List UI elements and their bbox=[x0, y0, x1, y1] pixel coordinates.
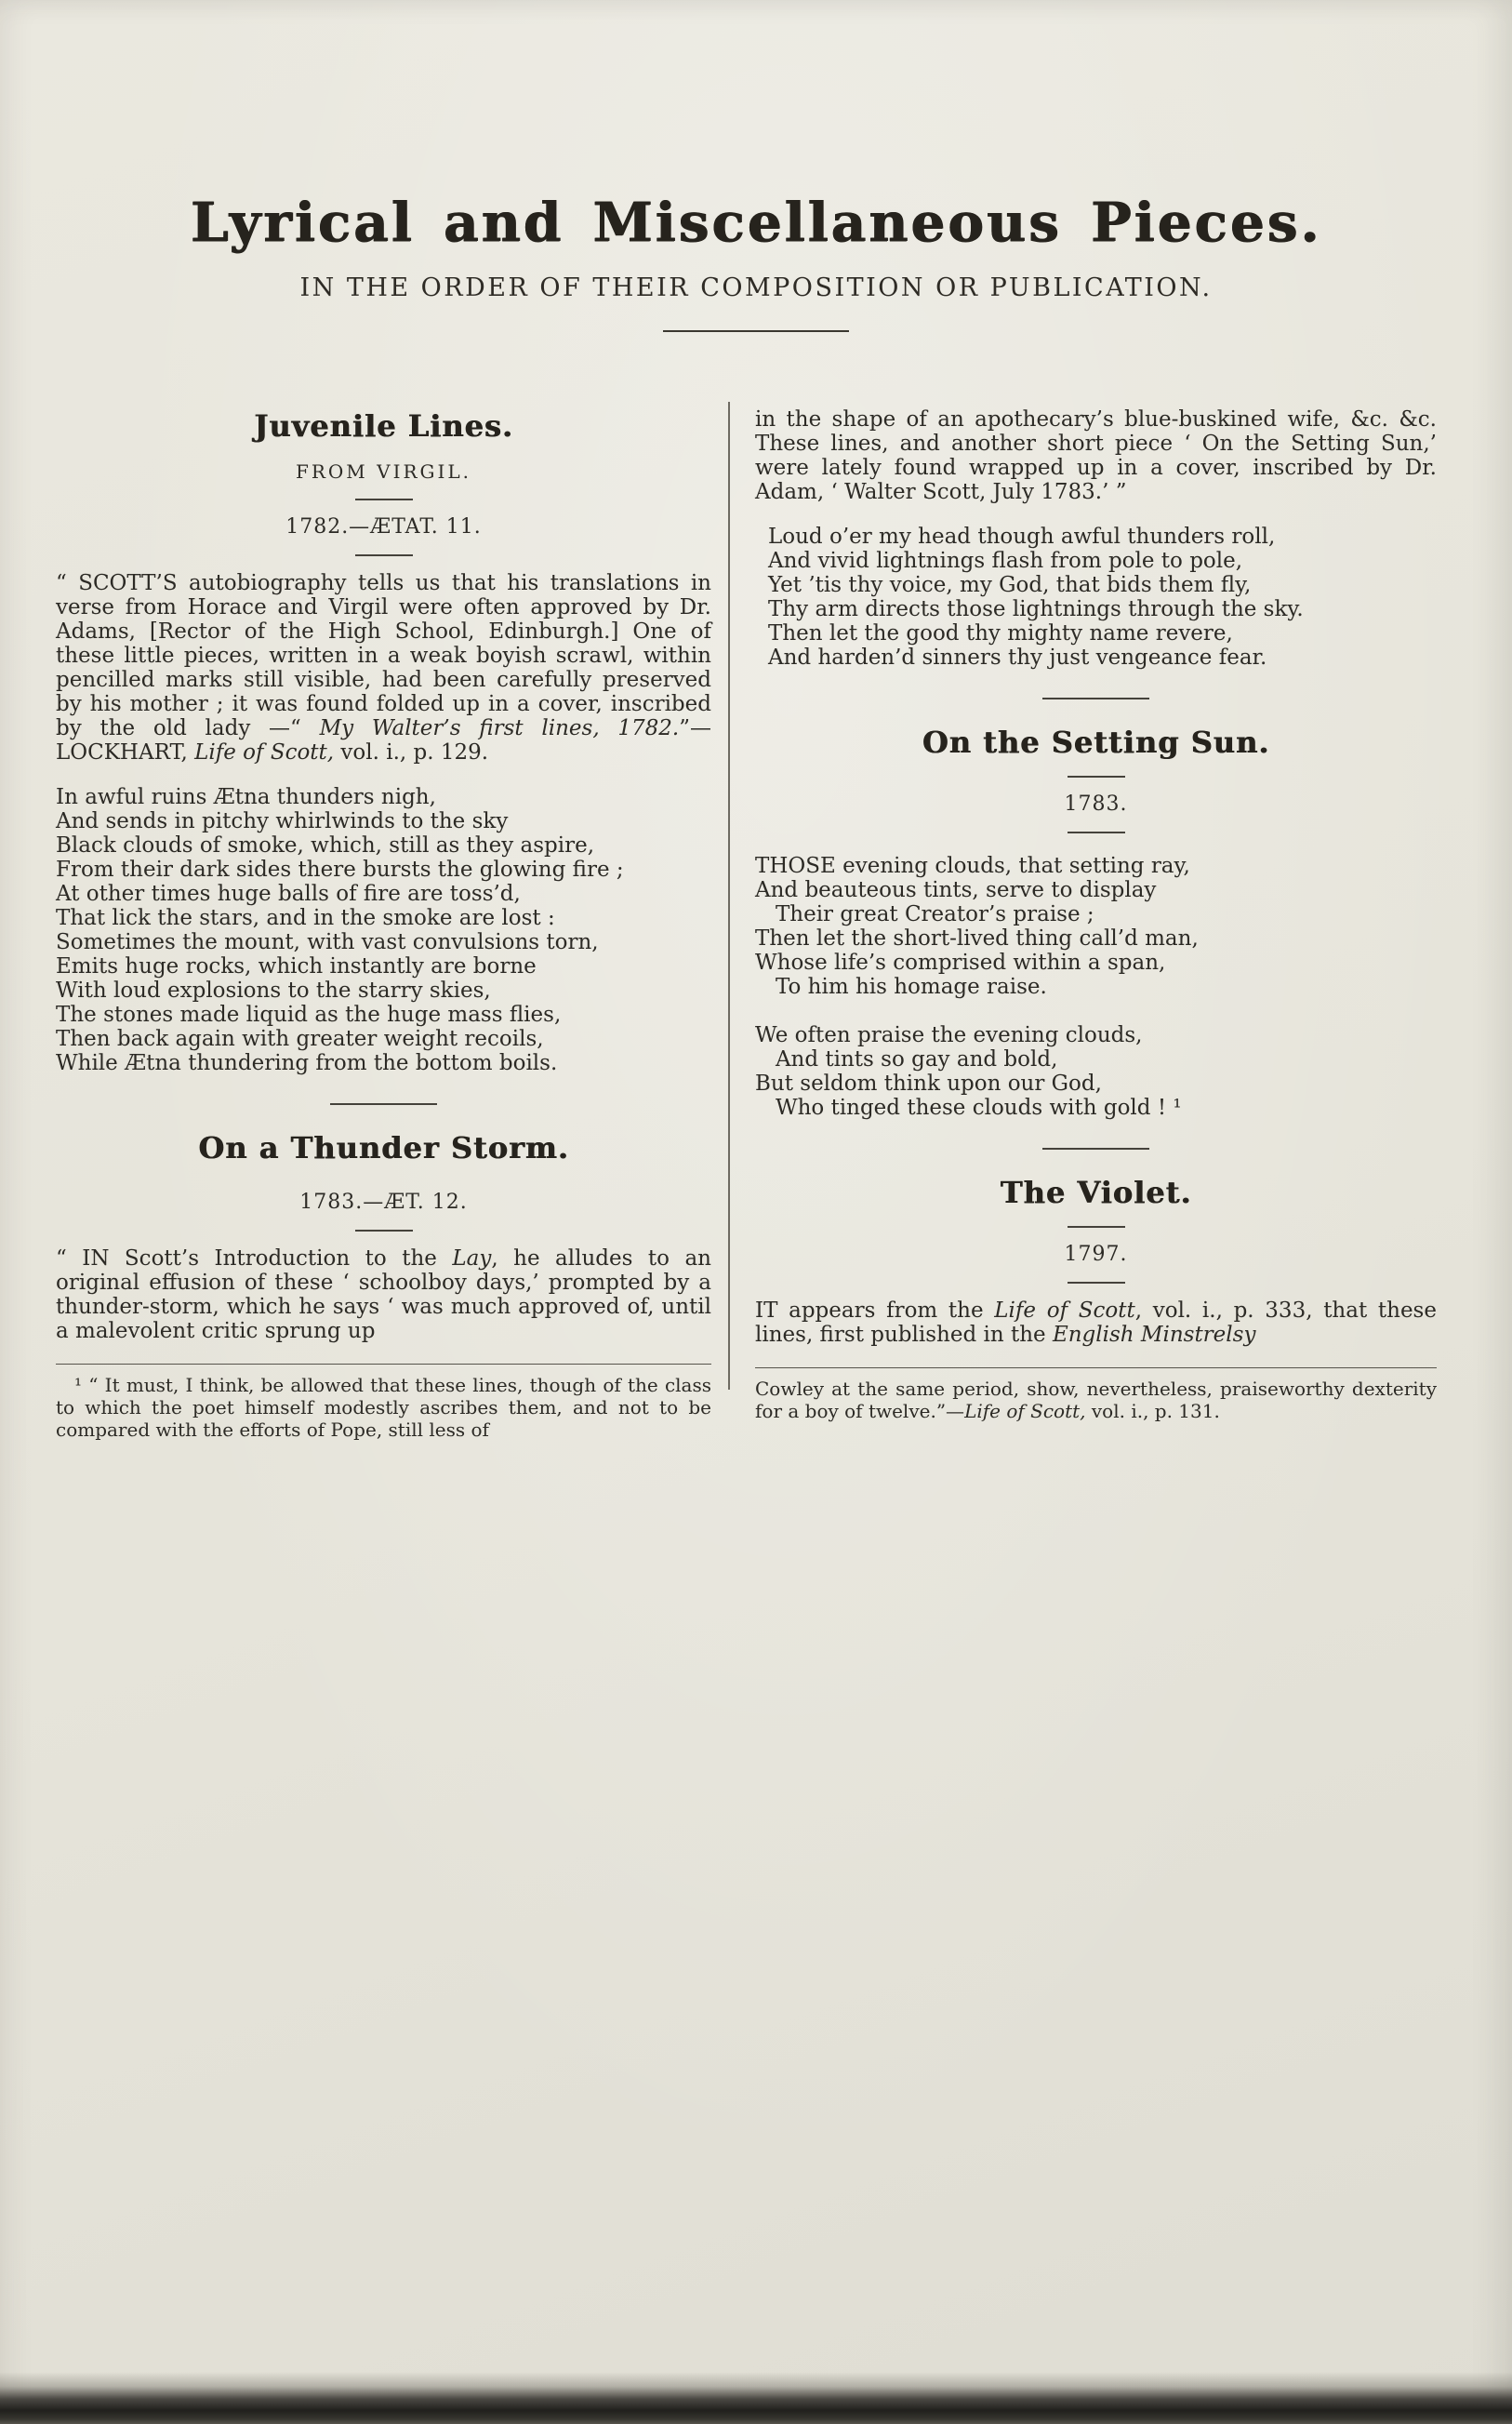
poem-setting-sun-stanza-1 bbox=[755, 854, 1437, 999]
section-on-a-thunder-storm bbox=[56, 1103, 711, 1343]
footnote-left bbox=[56, 1364, 711, 1441]
poem-line: And beauteous tints, serve to display bbox=[755, 878, 1157, 902]
editorial-note-violet: IT appears from the Life of Scott, vol. i., p. 333, that these lines, first published in the English Minstrelsy bbox=[755, 1299, 1437, 1347]
date-line-juvenile: 1782.—ÆTAT. 11. bbox=[285, 515, 482, 539]
section-subheading-from-virgil: FROM VIRGIL. bbox=[295, 460, 472, 483]
section-heading-setting-sun: On the Setting Sun. bbox=[922, 725, 1270, 760]
poem-line: THOSE evening clouds, that setting ray, bbox=[755, 854, 1190, 878]
poem-line: We often praise the evening clouds, bbox=[755, 1023, 1143, 1047]
section-heading-juvenile-lines: Juvenile Lines. bbox=[254, 408, 513, 444]
date-line-violet: 1797. bbox=[1064, 1243, 1128, 1266]
poem-line: Whose life’s comprised within a span, bbox=[755, 951, 1166, 975]
section-divider-rule bbox=[1042, 1148, 1149, 1150]
left-column bbox=[56, 407, 711, 1441]
poem-line: That lick the stars, and in the smoke are lost : bbox=[56, 906, 555, 930]
page-bottom-edge bbox=[0, 2372, 1512, 2424]
section-heading-the-violet: The Violet. bbox=[1000, 1175, 1192, 1210]
poem-line: Yet ’tis thy voice, my God, that bids them fly, bbox=[768, 573, 1252, 597]
poem-line: Their great Creator’s praise ; bbox=[755, 902, 1094, 926]
poem-line: The stones made liquid as the huge mass flies, bbox=[56, 1003, 562, 1027]
footnote-divider-rule bbox=[56, 1364, 711, 1365]
poem-on-a-thunder-storm bbox=[755, 525, 1437, 670]
masthead-divider-rule bbox=[663, 330, 849, 332]
footnote-text-right: Cowley at the same period, show, nevertheless, praiseworthy dexterity for a boy of twelve.”—Life of Scott, vol. i., p. 131. bbox=[755, 1378, 1437, 1422]
poem-line: From their dark sides there bursts the glowing fire ; bbox=[56, 858, 624, 882]
footnote-divider-rule bbox=[755, 1367, 1437, 1368]
divider-rule bbox=[1068, 1282, 1125, 1284]
editorial-note-juvenile: “ SCOTT’S autobiography tells us that his translations in verse from Horace and Virgil were often approved by Dr. Adams, [Rector of the High School, Edinburgh.] One of these little pieces, written in a weak boyish scrawl, within pencilled marks still visible, had been carefully preserved by his mother ; it was found folded up in a cover, inscribed by the old lady —“ My Walter’s first lines, 1782.”—LOCKHART, Life of Scott, vol. i., p. 129. bbox=[56, 571, 711, 765]
divider-rule bbox=[1068, 776, 1125, 778]
poem-line: Then let the good thy mighty name revere, bbox=[768, 621, 1233, 646]
poem-line: Who tinged these clouds with gold ! ¹ bbox=[755, 1096, 1182, 1120]
poem-line: And sends in pitchy whirlwinds to the sky bbox=[56, 809, 509, 833]
section-divider-rule bbox=[330, 1103, 437, 1105]
poem-setting-sun-stanza-2 bbox=[755, 1023, 1437, 1120]
page-title: Lyrical and Miscellaneous Pieces. bbox=[190, 191, 1322, 254]
right-column bbox=[755, 407, 1437, 1422]
date-line-thunder: 1783.—ÆT. 12. bbox=[299, 1191, 468, 1214]
poem-line: And tints so gay and bold, bbox=[755, 1047, 1058, 1072]
divider-rule bbox=[1068, 832, 1125, 833]
poem-line: Thy arm directs those lightnings through the sky. bbox=[768, 597, 1304, 621]
divider-rule bbox=[355, 499, 413, 500]
date-line-setting-sun: 1783. bbox=[1064, 792, 1128, 816]
section-divider-rule bbox=[1042, 698, 1149, 699]
poem-line: At other times huge balls of fire are toss’d, bbox=[56, 882, 521, 906]
footnote-right bbox=[755, 1367, 1437, 1422]
poem-line: Emits huge rocks, which instantly are borne bbox=[56, 954, 537, 979]
poem-line: Black clouds of smoke, which, still as they aspire, bbox=[56, 833, 595, 858]
divider-rule bbox=[1068, 1226, 1125, 1228]
poem-line: In awful ruins Ætna thunders nigh, bbox=[56, 785, 436, 809]
editorial-note-thunder: “ IN Scott’s Introduction to the Lay, he alludes to an original effusion of these ‘ schoolboy days,’ prompted by a thunder-storm, which he says ‘ was much approved of, until a malevolent critic sprung up bbox=[56, 1246, 711, 1343]
poem-line: Sometimes the mount, with vast convulsions torn, bbox=[56, 930, 599, 954]
poem-line: While Ætna thundering from the bottom boils. bbox=[56, 1051, 558, 1075]
poem-line: Loud o’er my head though awful thunders roll, bbox=[768, 525, 1276, 549]
poem-line: But seldom think upon our God, bbox=[755, 1072, 1102, 1096]
divider-rule bbox=[355, 554, 413, 556]
divider-rule bbox=[355, 1230, 413, 1232]
masthead bbox=[0, 192, 1512, 332]
section-heading-thunder-storm: On a Thunder Storm. bbox=[198, 1130, 569, 1165]
poem-line: With loud explosions to the starry skies, bbox=[56, 979, 491, 1003]
poem-line: And harden’d sinners thy just vengeance fear. bbox=[768, 646, 1267, 670]
column-divider-rule bbox=[728, 402, 730, 1390]
section-juvenile-lines bbox=[56, 407, 711, 1075]
page-subtitle: IN THE ORDER OF THEIR COMPOSITION OR PUBLICATION. bbox=[299, 273, 1213, 302]
poem-line: Then let the short-lived thing call’d man, bbox=[755, 926, 1199, 951]
poem-line: Then back again with greater weight recoils, bbox=[56, 1027, 544, 1051]
poem-line: And vivid lightnings flash from pole to pole, bbox=[768, 549, 1243, 573]
footnote-text-left: ¹ “ It must, I think, be allowed that these lines, though of the class to which the poet himself modestly ascribes them, and not to be compared with the efforts of Pope, still less of bbox=[56, 1374, 711, 1441]
section-on-the-setting-sun bbox=[755, 698, 1437, 1120]
poem-line: To him his homage raise. bbox=[755, 975, 1047, 999]
editorial-note-thunder-continued: in the shape of an apothecary’s blue-buskined wife, &c. &c. These lines, and another short piece ‘ On the Setting Sun,’ were lately found wrapped up in a cover, inscribed by Dr. Adam, ‘ Walter Scott, July 1783.’ ” bbox=[755, 407, 1437, 504]
poem-juvenile-lines bbox=[56, 785, 711, 1075]
section-the-violet bbox=[755, 1148, 1437, 1347]
